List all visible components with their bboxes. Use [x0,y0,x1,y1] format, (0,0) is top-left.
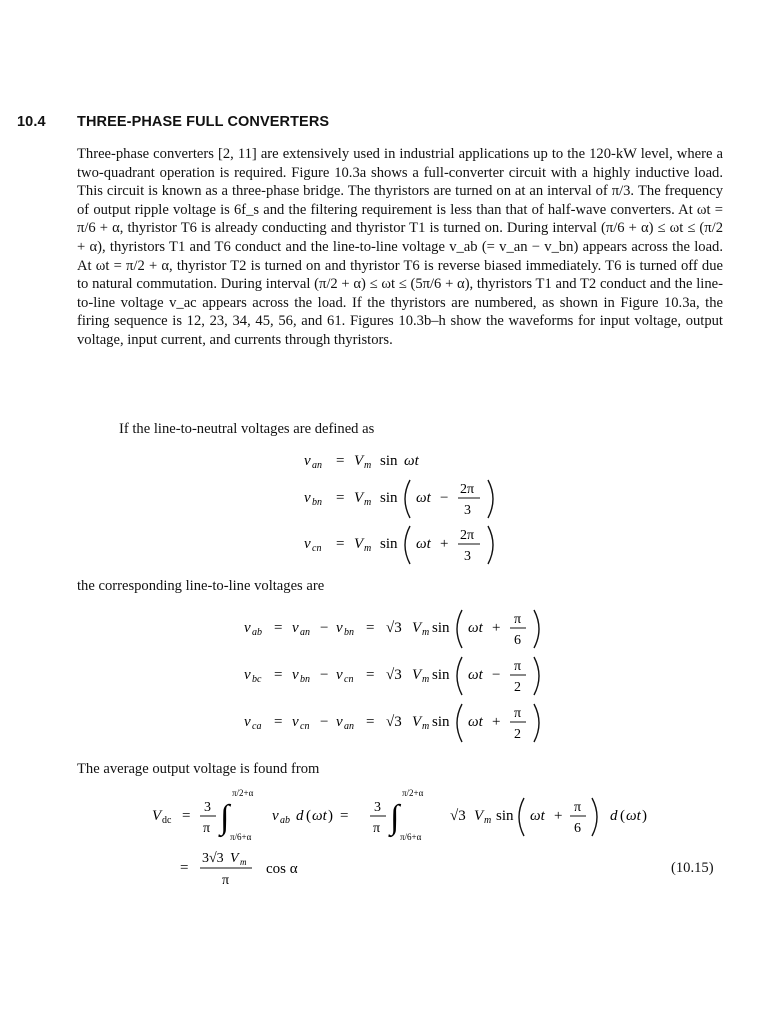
svg-text:2: 2 [514,680,521,695]
svg-text:+: + [492,620,501,636]
svg-text:dc: dc [162,815,172,826]
equation-vbc-svg [240,652,570,700]
svg-text:): ) [642,808,647,824]
svg-text:√3: √3 [386,620,402,636]
svg-text:ωt: ωt [416,490,431,506]
svg-text:√3: √3 [450,808,466,824]
svg-text:v: v [304,536,311,552]
svg-text:m: m [364,497,372,508]
svg-text:−: − [320,620,329,636]
svg-text:v: v [244,714,251,730]
equation-vca [240,699,570,747]
section-number: 10.4 [17,114,46,130]
svg-text:=: = [340,808,349,824]
equation-vbc [240,652,570,700]
svg-text:2π: 2π [460,482,475,497]
svg-text:): ) [328,808,333,824]
svg-text:−: − [320,667,329,683]
svg-text:m: m [484,815,492,826]
svg-text:sin: sin [432,667,450,683]
svg-text:m: m [364,543,372,554]
svg-text:V: V [412,620,422,636]
svg-text:π: π [203,821,211,836]
svg-text:bn: bn [344,627,354,638]
svg-text:sin: sin [380,536,398,552]
svg-text:V: V [474,808,484,824]
svg-text:=: = [182,808,191,824]
svg-text:3√3: 3√3 [202,851,224,866]
svg-text:=: = [366,714,375,730]
svg-text:ωt: ωt [468,620,483,636]
svg-text:v: v [336,667,343,683]
svg-text:ab: ab [252,627,262,638]
svg-text:3: 3 [374,800,381,815]
svg-text:π/2+α: π/2+α [232,788,254,798]
paragraph-intro [77,145,723,350]
equation-vca-svg [240,699,570,747]
svg-text:=: = [274,620,283,636]
svg-text:2: 2 [514,727,521,742]
paragraph-line-to-neutral [77,420,723,439]
svg-text:ωt: ωt [468,667,483,683]
equation-vcn-svg [300,521,530,569]
svg-text:π: π [514,612,522,627]
svg-text:v: v [244,667,251,683]
equation-vdc-integral [140,784,680,846]
svg-text:=: = [366,667,375,683]
svg-text:ωt: ωt [530,808,545,824]
svg-text:(: ( [620,808,625,824]
svg-text:an: an [300,627,310,638]
paragraph-average-voltage [77,760,723,779]
svg-text:cos α: cos α [266,861,298,877]
equation-vdc-result-svg [170,846,330,890]
svg-text:−: − [320,714,329,730]
svg-text:ωt: ωt [626,808,641,824]
equation-vdc-result [170,846,330,890]
svg-text:m: m [364,460,372,471]
svg-text:v: v [244,620,251,636]
svg-text:+: + [440,536,449,552]
equation-vbn-svg [300,475,530,523]
svg-text:V: V [354,536,364,552]
svg-text:π: π [373,821,381,836]
svg-text:v: v [292,620,299,636]
svg-text:V: V [412,714,422,730]
svg-text:√3: √3 [386,714,402,730]
svg-text:3: 3 [464,503,471,518]
svg-text:∫: ∫ [220,799,230,836]
svg-text:π/2+α: π/2+α [402,788,424,798]
svg-text:π: π [514,659,522,674]
svg-text:ab: ab [280,815,290,826]
svg-text:v: v [272,808,279,824]
svg-text:an: an [312,460,322,471]
svg-text:sin: sin [432,620,450,636]
svg-text:3: 3 [464,549,471,564]
svg-text:v: v [336,620,343,636]
svg-text:m: m [422,627,430,638]
svg-text:(: ( [306,808,311,824]
svg-text:sin: sin [380,490,398,506]
svg-text:√3: √3 [386,667,402,683]
svg-text:6: 6 [574,821,581,836]
svg-text:6: 6 [514,633,521,648]
equation-van [300,448,440,472]
equation-number: (10.15) [671,860,714,876]
equation-van-svg [300,448,440,472]
svg-text:2π: 2π [460,528,475,543]
svg-text:−: − [492,667,501,683]
svg-text:ωt: ωt [416,536,431,552]
svg-text:v: v [336,714,343,730]
svg-text:m: m [240,857,247,867]
svg-text:cn: cn [312,543,322,554]
svg-text:sin: sin [432,714,450,730]
svg-text:V: V [412,667,422,683]
paragraph-intro-text: Three-phase converters [2, 11] are extensively used in industrial applications up to the 120-kW level, where a two-quadrant operation is required. Figure 10.3a shows a full-converter circuit with a highly inductive load. This circuit is known as a three-phase bridge. The thyristors are turned on at an interval of π/3. The frequency of output ripple voltage is 6f_s and the filtering requirement is less than that of half-wave converters. At ωt = π/6 + α, thyristor T6 is already conducting and thyristor T1 is turned on. During interval (π/6 + α) ≤ ωt ≤ (π/2 + α), thyristors T1 and T6 conduct and the line-to-line voltage v_ab (= v_an − v_bn) appears across the load. At ωt = π/2 + α, thyristor T2 is turned on and thyristor T6 is reverse biased immediately. T6 is turned off due to natural commutation. During interval (π/2 + α) ≤ ωt ≤ (5π/6 + α), thyristors T1 and T2 conduct and the line-to-line voltage v_ac appears across the load. If the thyristors are numbered, as shown in Figure 10.3a, the firing sequence is 12, 23, 34, 45, 56, and 61. Figures 10.3b–h show the waveforms for input voltage, output voltage, input current, and currents through thyristors. [77,146,723,348]
svg-text:+: + [492,714,501,730]
svg-text:V: V [152,808,162,824]
paragraph-line-to-neutral-text: If the line-to-neutral voltages are defined as [119,421,375,437]
svg-text:∫: ∫ [390,799,400,836]
svg-text:v: v [292,714,299,730]
svg-text:ωt: ωt [312,808,327,824]
paragraph-average-voltage-text: The average output voltage is found from [77,761,320,777]
svg-text:bn: bn [300,674,310,685]
svg-text:=: = [274,667,283,683]
svg-text:=: = [180,860,189,876]
svg-text:π: π [574,800,582,815]
equation-vdc-integral-svg [140,784,680,846]
section-title: THREE-PHASE FULL CONVERTERS [77,114,330,130]
paragraph-line-to-line-text: the corresponding line-to-line voltages are [77,578,325,594]
svg-text:sin: sin [496,808,514,824]
svg-text:v: v [304,453,311,469]
section-heading [17,114,717,130]
equation-vcn [300,521,530,569]
svg-text:cn: cn [300,721,310,732]
svg-text:an: an [344,721,354,732]
svg-text:V: V [354,490,364,506]
svg-text:=: = [274,714,283,730]
svg-text:cn: cn [344,674,354,685]
svg-text:bc: bc [252,674,262,685]
svg-text:−: − [440,490,449,506]
equation-vab [240,605,570,653]
svg-text:=: = [336,453,345,469]
svg-text:=: = [336,490,345,506]
svg-text:v: v [292,667,299,683]
svg-text:ca: ca [252,721,262,732]
paragraph-line-to-line [77,577,723,596]
svg-text:π: π [514,706,522,721]
svg-text:=: = [366,620,375,636]
svg-text:d: d [610,808,618,824]
svg-text:V: V [230,851,239,866]
svg-text:ωt: ωt [468,714,483,730]
svg-text:d: d [296,808,304,824]
equation-vab-svg [240,605,570,653]
svg-text:3: 3 [204,800,211,815]
svg-text:bn: bn [312,497,322,508]
svg-text:π/6+α: π/6+α [230,832,252,842]
svg-text:π: π [222,873,230,888]
svg-text:v: v [304,490,311,506]
svg-text:sin: sin [380,453,398,469]
svg-text:π/6+α: π/6+α [400,832,422,842]
svg-text:+: + [554,808,563,824]
svg-text:m: m [422,674,430,685]
svg-text:V: V [354,453,364,469]
svg-text:m: m [422,721,430,732]
svg-text:ωt: ωt [404,453,419,469]
equation-vbn [300,475,530,523]
svg-text:=: = [336,536,345,552]
